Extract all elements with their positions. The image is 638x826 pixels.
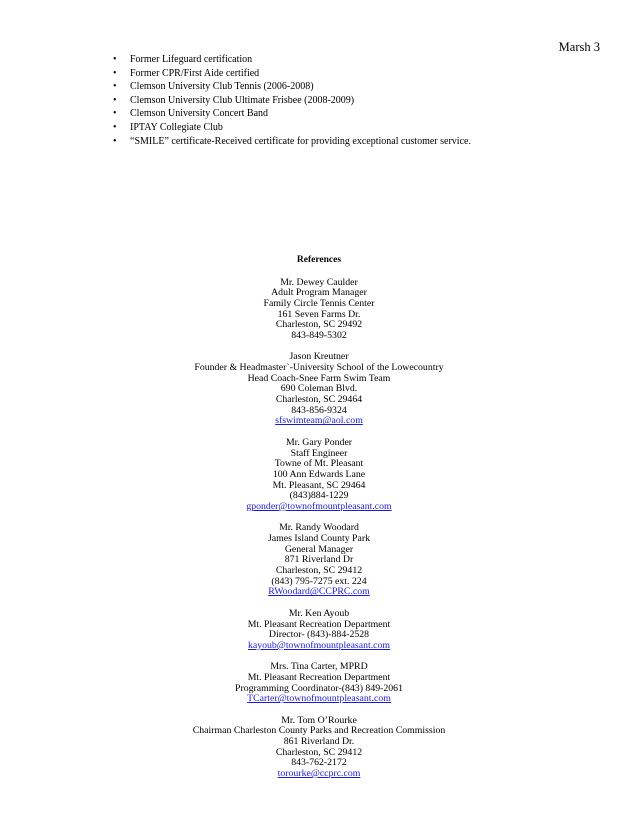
reference-street: 871 Riverland Dr [284, 554, 354, 566]
reference-organization: Mt. Pleasant Recreation Department [247, 618, 391, 630]
list-item-text: “SMILE” certificate-Received certificate for providing exceptional customer service. [130, 135, 471, 147]
reference-title: Founder & Headmaster`-University School of the Lowecountry [194, 362, 444, 373]
reference-email-link[interactable]: sfswimteam@aol.com [275, 415, 363, 427]
activities-bullet-list [113, 53, 593, 148]
reference-organization: Mt. Pleasant Recreation Department [247, 671, 391, 683]
reference-email-link[interactable]: RWoodard@CCPRC.com [268, 586, 370, 598]
reference-street: 161 Seven Farms Dr. [277, 308, 361, 320]
reference-name: Mrs. Tina Carter, MPRD [270, 661, 368, 673]
reference-name: Mr. Dewey Caulder [280, 276, 358, 288]
reference-title: Chairman Charleston County Parks and Recreation Commission [192, 725, 446, 737]
bullet-icon: • [113, 121, 117, 133]
reference-organization: Family Circle Tennis Center [263, 297, 375, 309]
reference-name: Jason Kreutner [289, 351, 349, 363]
reference-title: Adult Program Manager [271, 287, 367, 299]
references-heading: References [296, 255, 342, 265]
reference-street: 100 Ann Edwards Lane [272, 468, 366, 480]
reference-title: Staff Engineer [290, 447, 348, 459]
bullet-icon: • [113, 108, 117, 120]
list-item [113, 80, 593, 94]
reference-city: Charleston, SC 29492 [275, 319, 363, 331]
bullet-icon: • [113, 135, 117, 147]
reference-email-link[interactable]: gponder@townofmountpleasant.com [246, 500, 392, 512]
reference-entry-kreutner [120, 352, 518, 427]
bullet-icon: • [113, 54, 117, 65]
reference-street: 690 Coleman Blvd. [280, 383, 358, 395]
reference-entry-carter [120, 662, 518, 705]
reference-title-phone: Director- (843)-884-2528 [268, 629, 370, 641]
bullet-icon: • [113, 94, 117, 106]
reference-city: Mt. Pleasant, SC 29464 [272, 479, 366, 491]
list-item [113, 67, 593, 81]
reference-city: Charleston, SC 29464 [275, 394, 363, 406]
reference-name: Mr. Randy Woodard [279, 522, 359, 534]
reference-entry-caulder [120, 278, 518, 342]
reference-email-link[interactable]: kayoub@townofmountpleasant.com [247, 639, 391, 651]
reference-email-link[interactable]: TCarter@townofmountpleasant.com [247, 693, 391, 705]
list-item [113, 135, 593, 149]
reference-email-link[interactable]: torourke@ccprc.com [277, 768, 361, 780]
reference-organization: James Island County Park [267, 533, 371, 544]
reference-title-phone: Programming Coordinator-(843) 849-2061 [235, 682, 403, 694]
bullet-icon: • [113, 81, 117, 93]
reference-name: Mr. Tom O’Rourke [281, 714, 357, 726]
reference-city: Charleston, SC 29412 [275, 565, 363, 577]
reference-phone: 843-849-5302 [291, 329, 347, 341]
reference-phone: (843)884-1229 [289, 490, 349, 502]
list-item-text: Former Lifeguard certification [130, 54, 253, 65]
reference-phone: (843) 795-7275 ext. 224 [271, 575, 367, 587]
reference-city: Charleston, SC 29412 [275, 746, 363, 758]
list-item-text: Clemson University Club Tennis (2006-2008) [130, 81, 314, 93]
reference-organization: Head Coach-Snee Farm Swim Team [247, 372, 391, 384]
list-item-text: Former CPR/First Aide certified [130, 67, 260, 79]
reference-entry-ponder [120, 438, 518, 513]
list-item [113, 121, 593, 135]
reference-entry-woodard [120, 523, 518, 598]
references-section [120, 255, 518, 791]
list-item-text: IPTAY Collegiate Club [130, 121, 223, 133]
list-item-text: Clemson University Club Ultimate Frisbee (2008-2009) [130, 94, 355, 106]
reference-street: 861 Riverland Dr. [283, 736, 355, 748]
reference-title: General Manager [284, 543, 354, 555]
list-item-text: Clemson University Concert Band [130, 108, 269, 120]
reference-name: Mr. Ken Ayoub [288, 607, 350, 619]
bullet-icon: • [113, 67, 117, 79]
reference-entry-ayoub [120, 609, 518, 652]
reference-phone: 843-762-2172 [291, 757, 347, 769]
reference-organization: Towne of Mt. Pleasant [274, 458, 364, 470]
list-item [113, 94, 593, 108]
page-number-header: Marsh 3 [558, 40, 600, 54]
reference-name: Mr. Gary Ponder [285, 436, 353, 448]
list-item [113, 53, 593, 67]
reference-phone: 843-856-9324 [291, 404, 347, 416]
reference-entry-orourke [120, 716, 518, 780]
list-item [113, 107, 593, 121]
